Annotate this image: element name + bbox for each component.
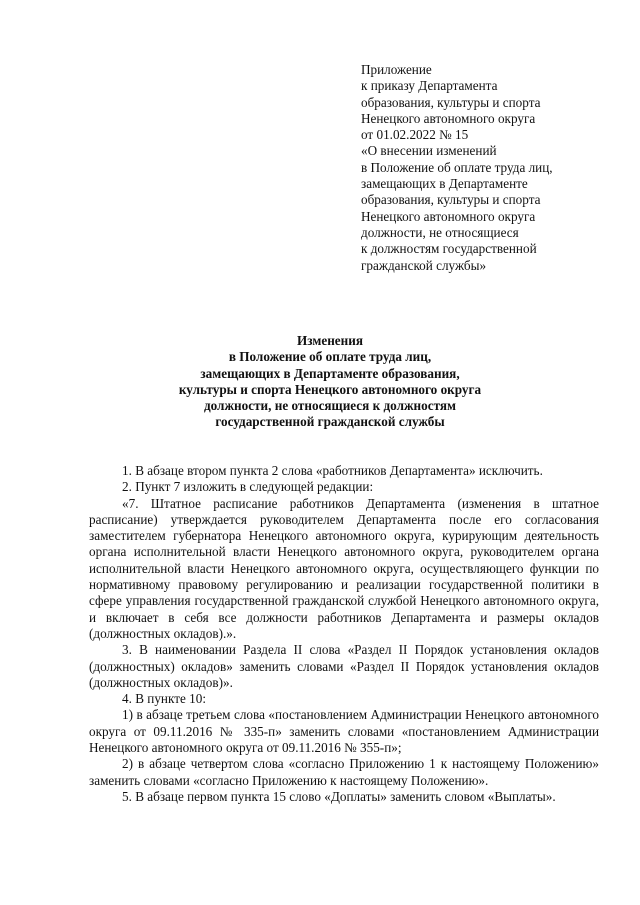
- appendix-line: Ненецкого автономного округа: [361, 110, 536, 126]
- document-body: [89, 463, 599, 805]
- appendix-line: Ненецкого автономного округа: [361, 208, 536, 224]
- title-line: Изменения: [297, 333, 363, 348]
- appendix-line: от 01.02.2022 № 15: [361, 127, 469, 143]
- appendix-line: образования, культуры и спорта: [361, 192, 541, 208]
- title-line: культуры и спорта Ненецкого автономного округа: [178, 381, 482, 397]
- body-paragraph: 3. В наименовании Раздела II слова «Раздел II Порядок установления окладов (должностных) окладов» заменить словами «Раздел II Порядок установления окладов (должностных окладов)».: [89, 642, 599, 690]
- appendix-line: образования, культуры и спорта: [361, 94, 541, 110]
- appendix-line: гражданской службы»: [361, 257, 487, 273]
- body-paragraph: 2. Пункт 7 изложить в следующей редакции:: [122, 479, 374, 495]
- appendix-line: «О внесении изменений: [361, 143, 497, 159]
- appendix-line: к приказу Департамента: [361, 78, 498, 94]
- title-line: должности, не относящиеся к должностям: [203, 398, 457, 414]
- body-paragraph: 4. В пункте 10:: [122, 691, 206, 707]
- body-paragraph: «7. Штатное расписание работников Департамента (изменения в штатное расписание) утверждается руководителем Департамента после его согласования заместителем губернатора Ненецкого автономного округа, курирующим деятельность органа исполнительной власти Ненецкого автономного округа, руководителем органа исполнительной власти Ненецкого автономного округа, осуществляющего функции по нормативному правовому регулированию и реализации государственной политики в сфере управления государственной гражданской службой Ненецкого автономного округа, и включает в себя все должности работников Департамента и размеры окладов (должностных окладов).».: [89, 495, 599, 641]
- body-paragraph: 1. В абзаце втором пункта 2 слова «работников Департамента» исключить.: [122, 463, 543, 478]
- appendix-line: должности, не относящиеся: [361, 224, 519, 240]
- title-line: в Положение об оплате труда лиц,: [228, 349, 432, 365]
- appendix-line: Приложение: [361, 62, 432, 77]
- title-line: замещающих в Департаменте образования,: [200, 365, 460, 381]
- body-paragraph: 5. В абзаце первом пункта 15 слово «Доплаты» заменить словом «Выплаты».: [122, 788, 556, 804]
- body-paragraph: 2) в абзаце четвертом слова «согласно Приложению 1 к настоящему Положению» заменить словами «согласно Приложению к настоящему Положению».: [89, 756, 599, 788]
- body-paragraph: 1) в абзаце третьем слова «постановлением Администрации Ненецкого автономного округа от 09.11.2016 № 335-п» заменить словами «постановлением Администрации Ненецкого автономного округа от 09.11.2016 № 355-п»;: [89, 707, 599, 756]
- appendix-line: к должностям государственной: [361, 241, 537, 257]
- appendix-line: в Положение об оплате труда лиц,: [361, 159, 553, 175]
- title-line: государственной гражданской службы: [215, 414, 445, 430]
- document-title: [80, 333, 580, 431]
- appendix-header: [361, 62, 621, 274]
- appendix-line: замещающих в Департаменте: [361, 176, 528, 192]
